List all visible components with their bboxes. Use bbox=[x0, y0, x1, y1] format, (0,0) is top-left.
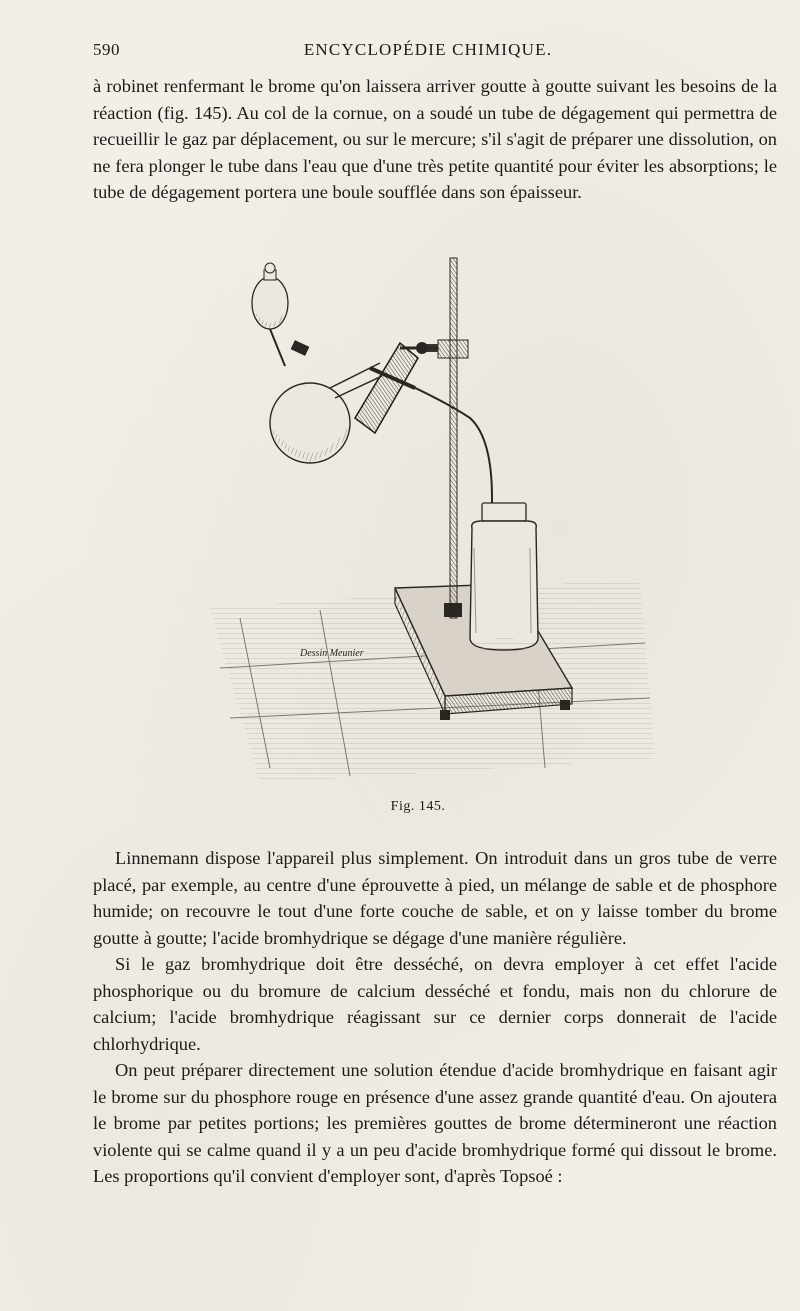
clamp-jaw bbox=[355, 343, 418, 433]
lower-paragraph-block bbox=[93, 845, 777, 1190]
page-header bbox=[93, 40, 783, 66]
retort-stand bbox=[400, 258, 468, 618]
figure-caption bbox=[0, 799, 800, 815]
paragraph-top: à robinet renfermant le brome qu'on laissera arriver goutte à goutte suivant les besoins de la réaction (fig. 145). Au col de la cornue, on a soudé un tube de dégagement qui permettra de recueillir le gaz par déplacement, ou sur le mercure; s'il s'agit de préparer une dissolution, on ne fera plonger le tube dans l'eau que d'une très petite quantité pour éviter les absorptions; le tube de dégagement portera une boule soufflée dans son épaisseur. bbox=[93, 76, 777, 202]
paragraph-linnemann: Linnemann dispose l'appareil plus simplement. On introduit dans un gros tube de verre placé, par exemple, au centre d'une éprouvette à pied, un mélange de sable et de phosphore humide; on recouvre le tout d'une forte couche de sable, et on y laisse tomber du brome goutte à goutte; l'acide bromhydrique se dégage d'une manière régulière. bbox=[93, 848, 777, 948]
top-paragraph-block bbox=[93, 73, 777, 206]
paragraph-solution: On peut préparer directement une solution étendue d'acide bromhydrique en faisant agir le brome sur du phosphore rouge en présence d'une assez grande quantité d'eau. On ajoutera le brome par petites portions; les premières gouttes de brome détermineront une réaction violente qui se calme quand il y a un peu d'acide bromhydrique formé qui dissout le brome. Les proportions qu'il convient d'employer sont, d'après Topsoé : bbox=[93, 1060, 777, 1186]
engraver-signature: Dessin Meunier bbox=[300, 648, 364, 659]
paragraph-dessechement: Si le gaz bromhydrique doit être desséché, on devra employer à cet effet l'acide phosphorique ou du bromure de calcium desséché et fondu, mais non du chlorure de calcium; l'acide bromhydrique réagissant sur ce dernier corps donnerait de l'acide chlorhydrique. bbox=[93, 954, 777, 1054]
apparatus-illustration bbox=[200, 248, 660, 788]
dropping-funnel bbox=[252, 263, 309, 366]
figure-145-engraving bbox=[200, 248, 660, 788]
running-head: ENCYCLOPÉDIE CHIMIQUE. bbox=[303, 40, 553, 59]
page-number: 590 bbox=[93, 40, 120, 59]
collecting-bottle bbox=[470, 503, 538, 650]
figure-caption-text: Fig. 145. bbox=[390, 799, 446, 814]
